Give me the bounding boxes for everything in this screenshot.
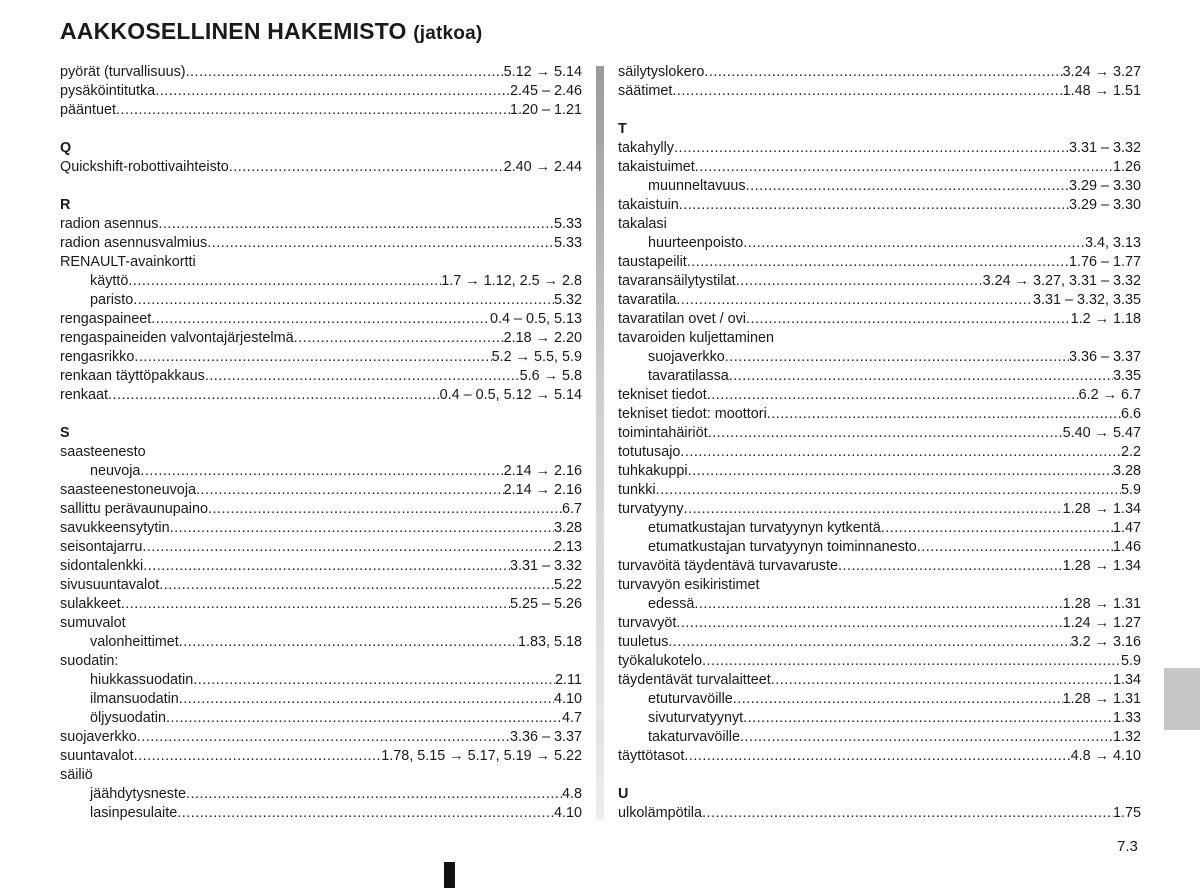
dot-leader [143, 557, 510, 576]
index-term: rengaspaineiden valvontajärjestelmä [60, 330, 294, 346]
index-entry [618, 139, 1141, 158]
index-group-heading [618, 215, 1141, 234]
page-title [60, 18, 482, 45]
index-term: tunkki [618, 482, 656, 498]
page-reference: 2.45 – 2.46 [509, 83, 582, 99]
page-reference: 1.28 → 1.31 [1062, 596, 1141, 612]
dot-leader [166, 709, 562, 728]
page-reference: 1.20 – 1.21 [509, 102, 582, 118]
index-term: Quickshift-robottivaihteisto [60, 159, 229, 175]
index-entry [60, 101, 582, 120]
dot-leader [680, 443, 1121, 462]
title-main: AAKKOSELLINEN HAKEMISTO [60, 18, 407, 44]
page-number: 7.3 [1117, 838, 1138, 855]
dot-leader [121, 595, 510, 614]
page-reference: 3.29 – 3.30 [1068, 197, 1141, 213]
index-term: turvavyöt [618, 615, 677, 631]
index-term: edessä [648, 596, 695, 612]
index-group-heading [60, 652, 582, 671]
index-subentry [60, 804, 582, 823]
index-term: suojaverkko [648, 349, 725, 365]
index-term: paristo [90, 292, 134, 308]
dot-leader [207, 234, 554, 253]
index-subentry [618, 519, 1141, 538]
index-term: valonheittimet [90, 634, 179, 650]
page-reference: 1.28 → 1.34 [1062, 558, 1141, 574]
index-term: täydentävät turvalaitteet [618, 672, 771, 688]
page-reference: 1.47 [1112, 520, 1141, 536]
dot-leader [108, 386, 440, 405]
index-term: sidontalenkki [60, 558, 144, 574]
index-term: säilytyslokero [618, 64, 705, 80]
page-reference: 5.33 [553, 235, 582, 251]
index-entry [618, 443, 1141, 462]
page-reference: 5.33 [553, 216, 582, 232]
index-entry [60, 367, 582, 386]
index-entry [60, 747, 582, 766]
index-entry [60, 63, 582, 82]
index-term: seisontajarru [60, 539, 143, 555]
index-subentry [60, 633, 582, 652]
index-entry [60, 500, 582, 519]
dot-leader [771, 671, 1113, 690]
dot-leader [684, 747, 1070, 766]
dot-leader [656, 481, 1121, 500]
dot-leader [179, 633, 518, 652]
index-group-heading [60, 766, 582, 785]
index-letter-heading: T [618, 121, 627, 137]
index-term: taustapeilit [618, 254, 687, 270]
dot-leader [205, 367, 520, 386]
dot-leader [158, 215, 554, 234]
index-entry [618, 196, 1141, 215]
dot-leader [746, 177, 1069, 196]
page-reference: 5.25 – 5.26 [509, 596, 582, 612]
dot-leader [128, 272, 441, 291]
index-column-left [60, 63, 582, 823]
dot-leader [196, 481, 504, 500]
index-term: tavaratila [618, 292, 677, 308]
index-entry [60, 538, 582, 557]
index-term: suojaverkko [60, 729, 137, 745]
page-reference: 3.31 – 3.32, 3.35 [1032, 292, 1141, 308]
index-term: takalasi [618, 216, 667, 232]
index-entry [618, 158, 1141, 177]
index-term: sumuvalot [60, 615, 126, 631]
index-entry [60, 481, 582, 500]
index-entry [618, 462, 1141, 481]
page-reference: 3.24 → 3.27 [1062, 64, 1141, 80]
dot-leader [674, 139, 1069, 158]
dot-leader [186, 785, 562, 804]
index-subentry [60, 785, 582, 804]
page-reference: 2.13 [553, 539, 582, 555]
index-entry [618, 557, 1141, 576]
index-entry [618, 386, 1141, 405]
page-reference: 3.36 – 3.37 [509, 729, 582, 745]
dot-leader [294, 329, 504, 348]
page-reference: 6.2 → 6.7 [1078, 387, 1141, 403]
index-entry [60, 348, 582, 367]
dot-leader [702, 652, 1121, 671]
index-term: savukkeensytytin [60, 520, 170, 536]
column-divider [596, 66, 604, 820]
index-term: totutusajo [618, 444, 681, 460]
index-entry [60, 557, 582, 576]
index-subentry [618, 595, 1141, 614]
page-reference: 1.32 [1112, 729, 1141, 745]
index-entry [60, 82, 582, 101]
page-reference: 3.29 – 3.30 [1068, 178, 1141, 194]
index-entry [60, 158, 582, 177]
index-term: täyttötasot [618, 748, 685, 764]
page-reference: 3.35 [1112, 368, 1141, 384]
index-group-heading [60, 253, 582, 272]
page-reference: 1.76 – 1.77 [1068, 254, 1141, 270]
index-entry [60, 310, 582, 329]
dot-leader [186, 63, 504, 82]
index-term: renkaat [60, 387, 108, 403]
page-reference: 5.9 [1120, 653, 1141, 669]
dot-leader [695, 158, 1113, 177]
dot-leader [725, 348, 1069, 367]
index-letter-heading: S [60, 425, 70, 441]
page-reference: 4.10 [553, 691, 582, 707]
index-term: muunneltavuus [648, 178, 746, 194]
index-entry [618, 633, 1141, 652]
index-term: turvavyön esikiristimet [618, 577, 760, 593]
index-entry [618, 82, 1141, 101]
index-letter-heading: Q [60, 140, 72, 156]
page-reference: 1.75 [1112, 805, 1141, 821]
page-reference: 2.11 [555, 672, 582, 688]
index-term: radion asennusvalmius [60, 235, 208, 251]
dot-leader [743, 234, 1085, 253]
page-reference: 0.4 – 0.5, 5.12 → 5.14 [439, 387, 582, 403]
page-reference: 1.24 → 1.27 [1062, 615, 1141, 631]
index-entry [618, 291, 1141, 310]
index-entry [618, 310, 1141, 329]
dot-leader [142, 538, 554, 557]
page-reference: 6.7 [561, 501, 582, 517]
index-term: pysäköintitutka [60, 83, 156, 99]
page-reference: 2.18 → 2.20 [503, 330, 582, 346]
page-reference: 6.6 [1120, 406, 1141, 422]
dot-leader [702, 804, 1113, 823]
page-reference: 3.4, 3.13 [1084, 235, 1141, 251]
page-reference: 5.12 → 5.14 [503, 64, 582, 80]
index-subentry [618, 709, 1141, 728]
index-term: tavaratilassa [648, 368, 729, 384]
dot-leader [917, 538, 1113, 557]
index-term: takaistuin [618, 197, 679, 213]
index-term: jäähdytysneste [90, 786, 186, 802]
index-term: tekniset tiedot: moottori [618, 406, 767, 422]
index-term: käyttö [90, 273, 129, 289]
dot-leader [736, 272, 983, 291]
index-group-heading [618, 329, 1141, 348]
index-term: neuvoja [90, 463, 141, 479]
index-term: pääntuet [60, 102, 117, 118]
dot-leader [676, 614, 1062, 633]
dot-leader [679, 196, 1069, 215]
index-subentry [60, 291, 582, 310]
page-reference: 3.2 → 3.16 [1070, 634, 1141, 650]
index-term: turvavöitä täydentävä turvavaruste [618, 558, 838, 574]
spacer [618, 101, 1141, 120]
page-reference: 5.22 [553, 577, 582, 593]
index-subentry [60, 272, 582, 291]
index-term: pyörät (turvallisuus) [60, 64, 186, 80]
index-subentry [618, 234, 1141, 253]
index-term: lasinpesulaite [90, 805, 178, 821]
page-reference: 1.28 → 1.31 [1062, 691, 1141, 707]
dot-leader [193, 671, 555, 690]
index-term: suodatin: [60, 653, 119, 669]
spacer [60, 120, 582, 139]
section-tab-marker [1164, 668, 1200, 730]
title-subtitle: (jatkoa) [413, 23, 483, 44]
index-subentry [60, 709, 582, 728]
page-reference: 4.7 [561, 710, 582, 726]
page-reference: 2.40 → 2.44 [503, 159, 582, 175]
page-reference: 4.8 [561, 786, 582, 802]
index-entry [618, 405, 1141, 424]
index-term: saasteenesto [60, 444, 146, 460]
index-entry [618, 272, 1141, 291]
index-term: toimintahäiriöt [618, 425, 708, 441]
index-entry [618, 652, 1141, 671]
dot-leader [208, 500, 562, 519]
index-term: sivusuuntavalot [60, 577, 160, 593]
dot-leader [116, 101, 510, 120]
page-reference: 3.24 → 3.27, 3.31 – 3.32 [982, 273, 1141, 289]
page-reference: 2.14 → 2.16 [503, 463, 582, 479]
index-letter-heading: R [60, 197, 71, 213]
page-reference: 1.7 → 1.12, 2.5 → 2.8 [441, 273, 582, 289]
index-subentry [618, 348, 1141, 367]
dot-leader [740, 728, 1113, 747]
index-term: etuturvavöille [648, 691, 733, 707]
index-entry [60, 519, 582, 538]
page-reference: 5.32 [553, 292, 582, 308]
page-reference: 3.31 – 3.32 [509, 558, 582, 574]
index-term: suuntavalot [60, 748, 134, 764]
index-term: sulakkeet [60, 596, 121, 612]
index-column-right [618, 63, 1141, 823]
dot-leader [140, 462, 503, 481]
dot-leader [170, 519, 554, 538]
index-entry [60, 728, 582, 747]
spacer [60, 405, 582, 424]
index-term: rengaspaineet [60, 311, 152, 327]
page-reference: 3.31 – 3.32 [1068, 140, 1141, 156]
index-entry [618, 63, 1141, 82]
index-entry [60, 215, 582, 234]
page-reference: 3.28 [553, 520, 582, 536]
index-group-heading [60, 614, 582, 633]
index-entry [60, 329, 582, 348]
dot-leader [708, 424, 1063, 443]
dot-leader [767, 405, 1121, 424]
index-term: sivuturvatyynyt [648, 710, 744, 726]
dot-leader [179, 690, 554, 709]
index-term: turvatyyny [618, 501, 684, 517]
index-term: tavaratilan ovet / ovi [618, 311, 746, 327]
index-term: RENAULT-avainkortti [60, 254, 196, 270]
page-reference: 2.2 [1120, 444, 1141, 460]
index-term: radion asennus [60, 216, 159, 232]
page-reference: 1.48 → 1.51 [1062, 83, 1141, 99]
index-subentry [618, 538, 1141, 557]
index-term: tavaroiden kuljettaminen [618, 330, 774, 346]
dot-leader [155, 82, 510, 101]
index-term: työkalukotelo [618, 653, 702, 669]
index-term: takaturvavöille [648, 729, 740, 745]
index-entry [60, 595, 582, 614]
index-term: ilmansuodatin [90, 691, 179, 707]
page-reference: 1.34 [1112, 672, 1141, 688]
index-entry [618, 500, 1141, 519]
dot-leader [694, 595, 1062, 614]
dot-leader [881, 519, 1113, 538]
page-reference: 4.10 [553, 805, 582, 821]
index-term: etumatkustajan turvatyynyn toiminnanesto [648, 539, 917, 555]
index-subentry [60, 462, 582, 481]
index-subentry [60, 690, 582, 709]
dot-leader [134, 747, 382, 766]
index-term: säiliö [60, 767, 93, 783]
dot-leader [729, 367, 1113, 386]
dot-leader [687, 253, 1069, 272]
dot-leader [668, 633, 1070, 652]
index-entry [60, 234, 582, 253]
index-letter-heading: U [618, 786, 629, 802]
dot-leader [838, 557, 1063, 576]
dot-leader [707, 386, 1079, 405]
page-reference: 2.14 → 2.16 [503, 482, 582, 498]
dot-leader [229, 158, 504, 177]
index-term: tuhkakuppi [618, 463, 688, 479]
spacer [618, 766, 1141, 785]
index-term: säätimet [618, 83, 673, 99]
crop-mark [444, 862, 455, 888]
index-group-heading [618, 576, 1141, 595]
index-term: huurteenpoisto [648, 235, 744, 251]
page-reference: 1.83, 5.18 [517, 634, 582, 650]
dot-leader [733, 690, 1063, 709]
index-term: takahylly [618, 140, 674, 156]
page-reference: 3.28 [1112, 463, 1141, 479]
page-reference: 1.28 → 1.34 [1062, 501, 1141, 517]
dot-leader [688, 462, 1113, 481]
dot-leader [137, 728, 510, 747]
index-entry [618, 804, 1141, 823]
index-entry [618, 481, 1141, 500]
index-entry [60, 576, 582, 595]
index-term: tekniset tiedot [618, 387, 707, 403]
index-term: tuuletus [618, 634, 669, 650]
dot-leader [134, 348, 491, 367]
page-reference: 1.2 → 1.18 [1070, 311, 1141, 327]
page-reference: 0.4 – 0.5, 5.13 [489, 311, 582, 327]
dot-leader [746, 310, 1071, 329]
page-reference: 5.6 → 5.8 [519, 368, 582, 384]
index-group-heading [60, 443, 582, 462]
index-subentry [618, 177, 1141, 196]
index-entry [60, 386, 582, 405]
spacer [60, 177, 582, 196]
index-term: etumatkustajan turvatyynyn kytkentä [648, 520, 881, 536]
dot-leader [159, 576, 554, 595]
dot-leader [684, 500, 1063, 519]
index-subentry [618, 690, 1141, 709]
index-term: sallittu perävaunupaino [60, 501, 209, 517]
index-entry [618, 253, 1141, 272]
index-term: tavaransäilytystilat [618, 273, 736, 289]
index-term: ulkolämpötila [618, 805, 702, 821]
index-subentry [60, 671, 582, 690]
dot-leader [151, 310, 490, 329]
page-reference: 5.9 [1120, 482, 1141, 498]
page-reference: 5.40 → 5.47 [1062, 425, 1141, 441]
index-entry [618, 424, 1141, 443]
index-entry [618, 671, 1141, 690]
index-term: öljysuodatin [90, 710, 167, 726]
page-reference: 4.8 → 4.10 [1070, 748, 1141, 764]
index-term: saasteenestoneuvoja [60, 482, 197, 498]
index-subentry [618, 367, 1141, 386]
dot-leader [177, 804, 554, 823]
page-reference: 1.26 [1112, 159, 1141, 175]
index-entry [618, 614, 1141, 633]
index-entry [618, 747, 1141, 766]
dot-leader [672, 82, 1062, 101]
dot-leader [704, 63, 1062, 82]
page-reference: 1.46 [1112, 539, 1141, 555]
page-reference: 3.36 – 3.37 [1068, 349, 1141, 365]
page-reference: 1.33 [1112, 710, 1141, 726]
index-subentry [618, 728, 1141, 747]
index-term: renkaan täyttöpakkaus [60, 368, 205, 384]
index-term: takaistuimet [618, 159, 695, 175]
dot-leader [676, 291, 1033, 310]
page-reference: 5.2 → 5.5, 5.9 [491, 349, 582, 365]
index-term: rengasrikko [60, 349, 135, 365]
page-reference: 1.78, 5.15 → 5.17, 5.19 → 5.22 [381, 748, 582, 764]
dot-leader [133, 291, 554, 310]
dot-leader [743, 709, 1113, 728]
index-term: hiukkassuodatin [90, 672, 194, 688]
